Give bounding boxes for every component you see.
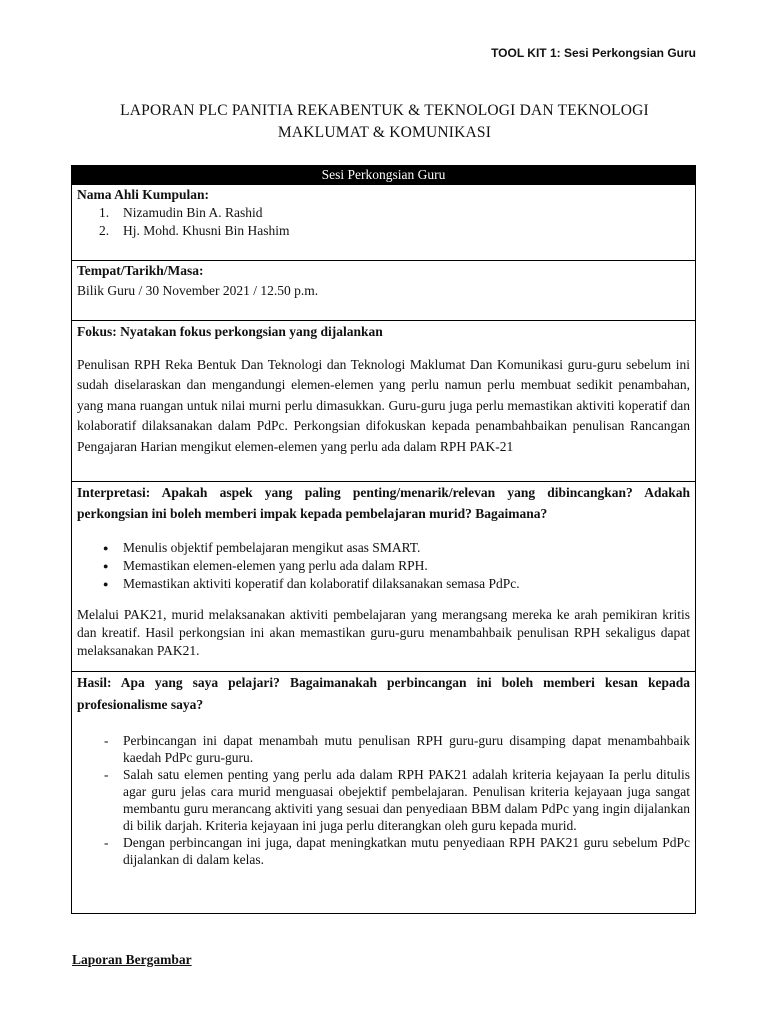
- focus-section: [72, 320, 695, 481]
- report-title: [72, 100, 697, 144]
- toolkit-label: TOOL KIT 1: Sesi Perkongsian Guru: [491, 46, 696, 60]
- result-item: - Salah satu elemen penting yang perlu ada dalam RPH PAK21 adalah kriteria kejayaan Ia perlu ditulis agar guru jelas cara murid menguasai obejektif pembelajaran. Penulisan kriteria kejayaan juga sangat membantu guru merancang aktiviti yang sesuai dan penyediaan BBM dalam PdPc yang ingin dijalankan di bilik darjah. Kriteria kejayaan ini juga perlu diterangkan oleh guru kepada murid.: [77, 766, 690, 834]
- place-section: [72, 260, 695, 320]
- interpretation-section: [72, 481, 695, 671]
- result-item: - Perbincangan ini dapat menambah mutu penulisan RPH guru-guru disamping dapat menambahbaik kaedah PdPc guru-guru.: [77, 732, 690, 766]
- focus-label: Fokus: Nyatakan fokus perkongsian yang dijalankan: [77, 324, 383, 339]
- result-item: - Dengan perbincangan ini juga, dapat meningkatkan mutu penyediaan RPH PAK21 guru sebelum PdPc dijalankan di dalam kelas.: [77, 834, 690, 868]
- photo-report-caption: Laporan Bergambar: [72, 952, 192, 967]
- interpretation-body: Melalui PAK21, murid melaksanakan aktiviti pembelajaran yang merangsang mereka ke arah pemikiran kritis dan kreatif. Hasil perkongsian ini akan memastikan guru-guru menambahbaik penulisan RPH sekaligus dapat melaksanakan PAK21.: [77, 607, 690, 658]
- members-list: [77, 204, 690, 240]
- members-label: Nama Ahli Kumpulan:: [77, 187, 210, 202]
- interpretation-label: Interpretasi: Apakah aspek yang paling penting/menarik/relevan yang dibincangkan? Adakah perkongsian ini boleh memberi impak kepada pembelajaran murid? Bagaimana?: [77, 485, 690, 521]
- member-item: 2. Hj. Mohd. Khusni Bin Hashim: [99, 223, 290, 238]
- bullet-item: ● Memastikan elemen-elemen yang perlu ada dalam RPH.: [77, 557, 690, 575]
- report-title-line2: MAKLUMAT & KOMUNIKASI: [277, 124, 492, 141]
- sharing-session-table: [71, 165, 696, 914]
- interpretation-bullets: [77, 539, 690, 593]
- place-value: Bilik Guru / 30 November 2021 / 12.50 p.m.: [77, 283, 319, 298]
- result-section: [72, 671, 695, 913]
- members-section: [72, 184, 695, 260]
- place-label: Tempat/Tarikh/Masa:: [77, 263, 204, 278]
- member-item: 1. Nizamudin Bin A. Rashid: [99, 205, 263, 220]
- focus-body: Penulisan RPH Reka Bentuk Dan Teknologi dan Teknologi Maklumat Dan Komunikasi guru-guru sebelum ini sudah diselaraskan dan mengandungi elemen-elemen yang perlu namun perlu membuat sedikit penambahan, yang mana ruangan untuk nilai murni perlu dimasukkan. Guru-guru juga perlu memastikan aktiviti koperatif dan kolaboratif dilaksanakan dalam PdPc. Perkongsian difokuskan kepada penambahbaikan penulisan Rancangan Pengajaran Harian mengikut elemen-elemen yang perlu ada dalam RPH PAK-21: [77, 357, 690, 454]
- result-label: Hasil: Apa yang saya pelajari? Bagaimanakah perbincangan ini boleh memberi kesan kepada profesionalisme saya?: [77, 675, 690, 712]
- result-list: [77, 732, 690, 868]
- bullet-item: ● Memastikan aktiviti koperatif dan kolaboratif dilaksanakan semasa PdPc.: [77, 575, 690, 593]
- table-header: Sesi Perkongsian Guru: [72, 166, 695, 184]
- report-title-line1: LAPORAN PLC PANITIA REKABENTUK & TEKNOLOGI DAN TEKNOLOGI: [120, 102, 649, 119]
- bullet-item: ● Menulis objektif pembelajaran mengikut asas SMART.: [77, 539, 690, 557]
